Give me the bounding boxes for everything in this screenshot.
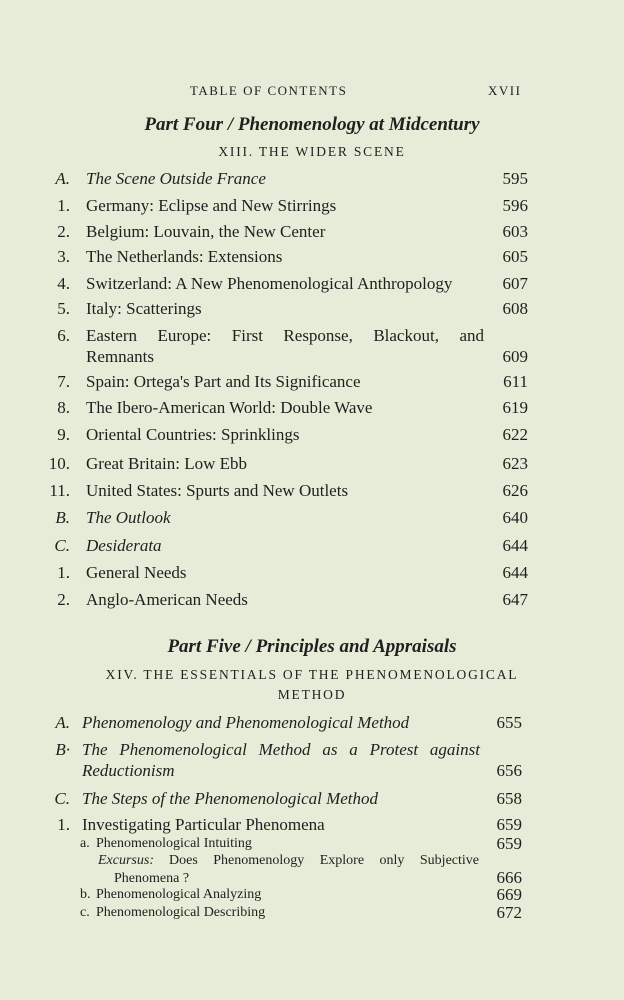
subentry-label: c.	[80, 905, 90, 920]
entry-title: The Scene Outside France	[86, 169, 266, 188]
subentry-label: b.	[80, 887, 91, 902]
entry-title: Desiderata	[86, 536, 162, 555]
entry-label: A.	[55, 713, 70, 732]
subentry-page: 669	[496, 885, 522, 904]
entry-label: 8.	[57, 398, 70, 417]
entry-title: The Netherlands: Extensions	[86, 247, 283, 266]
entry-label: 2.	[57, 222, 70, 241]
entry-title: Great Britain: Low Ebb	[86, 454, 247, 473]
entry-title: Germany: Eclipse and New Stirrings	[86, 196, 337, 215]
entry-label: 11.	[49, 481, 70, 500]
entry-label: B.	[55, 508, 70, 527]
excursus-label: Excursus:	[98, 853, 154, 868]
entry-page: 623	[502, 454, 528, 473]
entry-page: 656	[496, 761, 522, 780]
entry-page: 626	[502, 481, 528, 500]
entry-page: 609	[502, 347, 528, 366]
entry-title: Italy: Scatterings	[86, 299, 202, 318]
entry-title: United States: Spurts and New Outlets	[86, 481, 349, 500]
subentry-page: 666	[496, 868, 522, 887]
entry-page: 622	[502, 425, 528, 444]
entry-title: The Steps of the Phenomenological Method	[82, 789, 379, 808]
entry-title: Anglo-American Needs	[86, 590, 248, 609]
entry-title: Eastern Europe: First Response, Blackout, and	[86, 326, 484, 345]
part-four-heading: Part Four / Phenomenology at Midcentury	[144, 114, 480, 135]
entry-title: Investigating Particular Phenomena	[82, 815, 325, 834]
subentry-title: Phenomenological Intuiting	[96, 836, 252, 851]
entry-page: 605	[502, 247, 528, 266]
entry-page: 640	[502, 508, 528, 527]
entry-title-continued: Remnants	[86, 347, 154, 366]
chapter-xiv-heading-continued: METHOD	[277, 687, 347, 702]
subentry-page: 672	[496, 903, 522, 922]
entry-title: General Needs	[86, 563, 187, 582]
entry-label: 6.	[57, 326, 70, 345]
entry-label: 9.	[57, 425, 70, 444]
entry-page: 644	[502, 536, 528, 555]
part-five-heading: Part Five / Principles and Appraisals	[167, 636, 457, 657]
entry-page: 659	[496, 815, 522, 834]
entry-page: 595	[502, 169, 528, 188]
entry-title: Oriental Countries: Sprinklings	[86, 425, 300, 444]
entry-title: Switzerland: A New Phenomenological Anthropology	[86, 274, 453, 293]
entry-page: 658	[496, 789, 522, 808]
entry-label: 10.	[48, 454, 70, 473]
entry-page: 607	[502, 274, 528, 293]
entry-title: Phenomenology and Phenomenological Method	[82, 713, 410, 732]
entry-title-continued: Reductionism	[82, 761, 175, 780]
running-header-title: TABLE OF CONTENTS	[190, 83, 348, 98]
entry-label: C.	[54, 536, 70, 555]
entry-page: 608	[502, 299, 528, 318]
entry-label: 1.	[57, 563, 70, 582]
running-header-page: XVII	[488, 83, 522, 98]
entry-label: 2.	[57, 590, 70, 609]
entry-title: The Ibero-American World: Double Wave	[86, 398, 373, 417]
entry-label: 7.	[57, 372, 70, 391]
entry-page: 647	[502, 590, 528, 609]
subentry-title: Phenomenological Analyzing	[96, 887, 262, 902]
entry-label: C.	[54, 789, 70, 808]
entry-title: The Outlook	[86, 508, 171, 527]
entry-label: 4.	[57, 274, 70, 293]
entry-page: 619	[502, 398, 528, 417]
subentry-title: Does Phenomenology Explore only Subjective	[169, 853, 479, 868]
entry-label: B·	[55, 740, 70, 759]
chapter-xiii-heading: XIII. THE WIDER SCENE	[218, 144, 406, 159]
entry-page: 611	[503, 372, 528, 391]
entry-page: 596	[502, 196, 528, 215]
entry-title: Belgium: Louvain, the New Center	[86, 222, 326, 241]
entry-label: 3.	[57, 247, 70, 266]
chapter-xiv-heading: XIV. THE ESSENTIALS OF THE PHENOMENOLOGICAL	[105, 667, 519, 682]
subentry-label: a.	[80, 836, 90, 851]
entry-label: A.	[55, 169, 70, 188]
entry-title: The Phenomenological Method as a Protest against	[82, 740, 480, 759]
entry-page: 603	[502, 222, 528, 241]
entry-label: 1.	[57, 815, 70, 834]
entry-page: 655	[496, 713, 522, 732]
subentry-title-continued: Phenomena ?	[114, 871, 190, 886]
subentry-page: 659	[496, 834, 522, 853]
entry-label: 1.	[57, 196, 70, 215]
entry-title: Spain: Ortega's Part and Its Significance	[86, 372, 361, 391]
entry-label: 5.	[57, 299, 70, 318]
subentry-title: Phenomenological Describing	[96, 905, 266, 920]
entry-page: 644	[502, 563, 528, 582]
